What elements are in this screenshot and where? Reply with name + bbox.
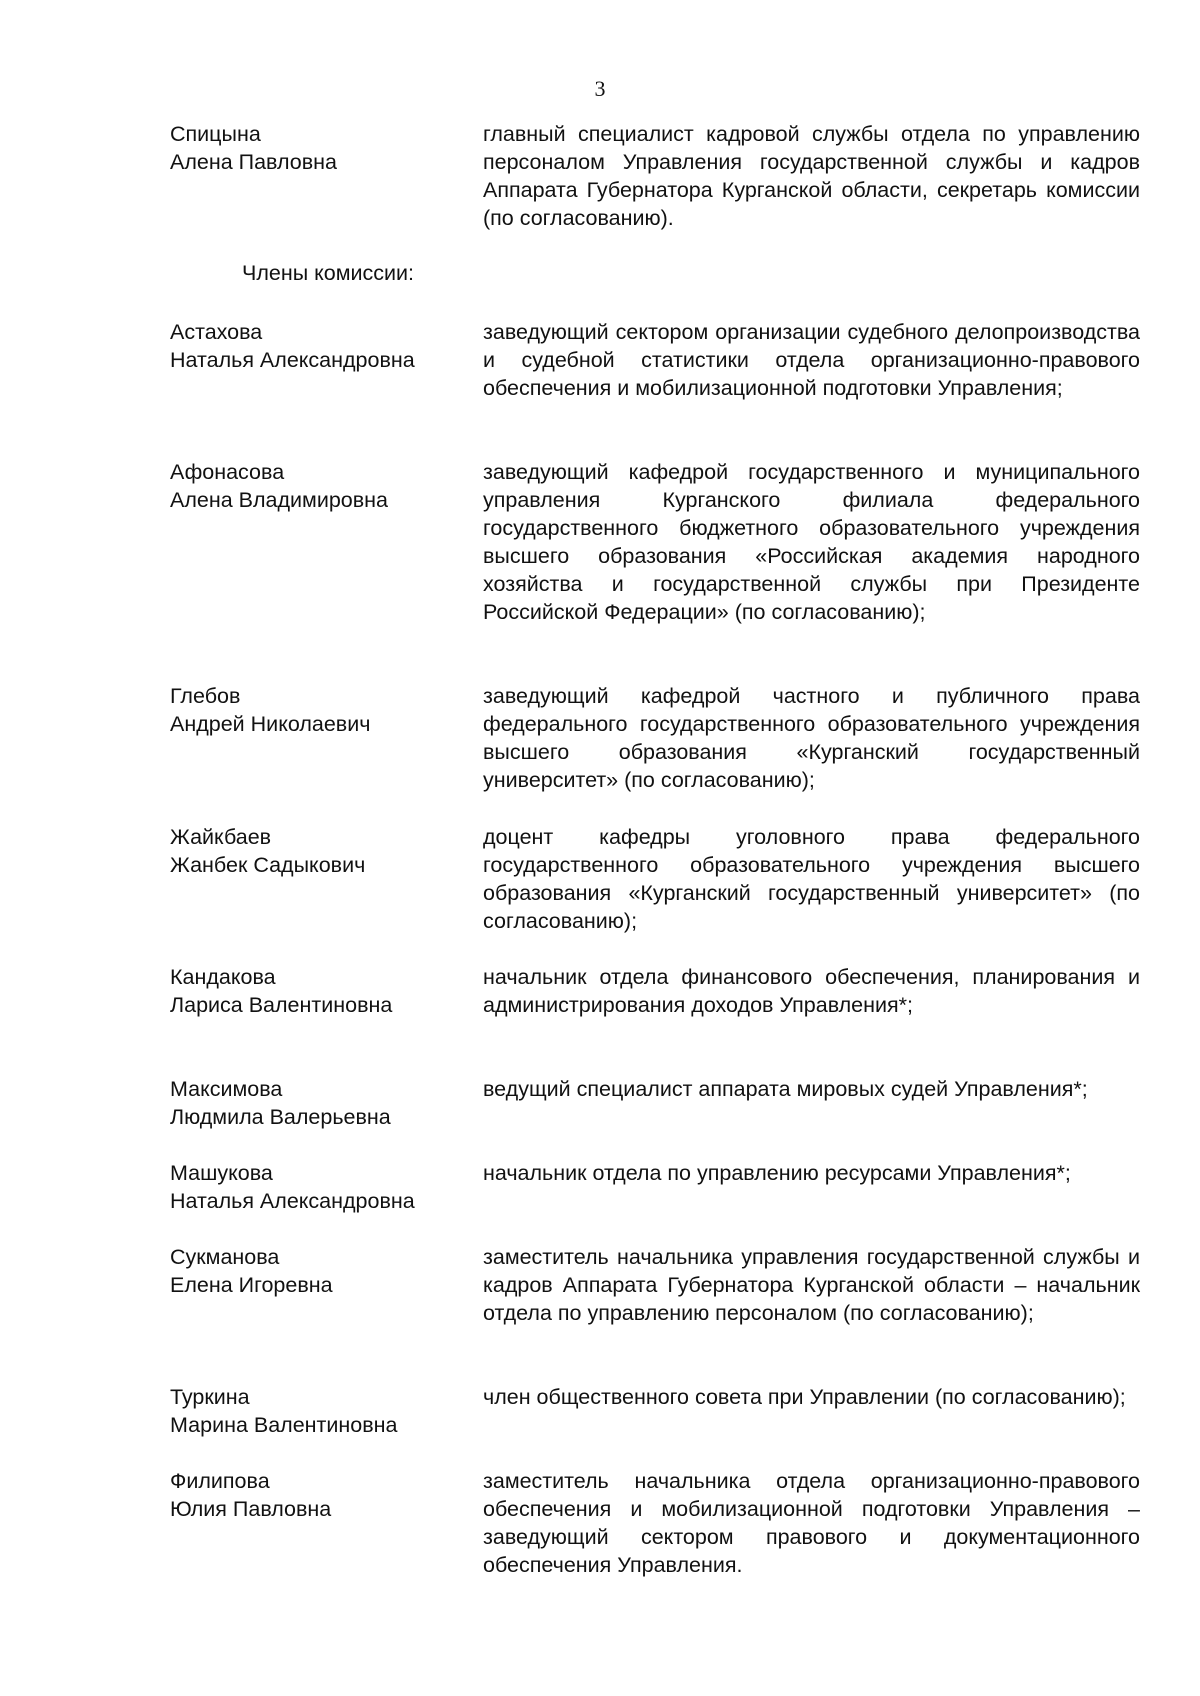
person-role: заведующий сектором организации судебного делопроизводства и судебной статистики отдела организационно-правового обеспечения и мобилизационной подготовки Управления; [483,320,1140,400]
person-role: заместитель начальника управления государственной службы и кадров Аппарата Губернатора Курганской области – начальник отдела по управлению персоналом (по согласованию); [483,1245,1140,1325]
person-name [170,963,470,1019]
person-given-names: Жанбек Садыкович [170,853,366,877]
person-given-names: Марина Валентиновна [170,1413,398,1437]
person-role: заведующий кафедрой частного и публичного права федерального государственного образовательного учреждения высшего образования «Курганский государственный университет» (по согласованию); [483,684,1140,792]
person-surname: Филипова [170,1469,270,1493]
person-surname: Афонасова [170,460,285,484]
person-surname: Сукманова [170,1245,280,1269]
person-surname: Машукова [170,1161,273,1185]
person-role: начальник отдела по управлению ресурсами Управления*; [483,1161,1071,1185]
person-role: ведущий специалист аппарата мировых судей Управления*; [483,1077,1088,1101]
person-name [170,1467,470,1523]
person-name [170,1243,470,1299]
person-given-names: Алена Павловна [170,150,337,174]
person-given-names: Алена Владимировна [170,488,389,512]
person-role: член общественного совета при Управлении (по согласованию); [483,1385,1126,1409]
person-name [170,1383,470,1439]
person-surname: Жайкбаев [170,825,272,849]
person-given-names: Юлия Павловна [170,1497,332,1521]
person-name [170,1075,470,1131]
person-surname: Туркина [170,1385,250,1409]
person-name [170,318,470,374]
person-name [170,1159,470,1215]
person-name [170,823,470,879]
person-surname: Спицына [170,122,261,146]
person-name [170,682,470,738]
person-surname: Астахова [170,320,263,344]
person-given-names: Наталья Александровна [170,1189,415,1213]
person-role: начальник отдела финансового обеспечения, планирования и администрирования доходов Управления*; [483,965,1140,1017]
members-heading: Члены комиссии: [242,261,415,285]
page-number: 3 [594,76,606,101]
person-name [170,120,470,176]
person-given-names: Лариса Валентиновна [170,993,393,1017]
person-role: главный специалист кадровой службы отдела по управлению персоналом Управления государственной службы и кадров Аппарата Губернатора Курганской области, секретарь комиссии (по согласованию). [483,122,1140,230]
person-given-names: Наталья Александровна [170,348,415,372]
person-given-names: Людмила Валерьевна [170,1105,391,1129]
person-role: заведующий кафедрой государственного и муниципального управления Курганского филиала федерального государственного бюджетного образовательного учреждения высшего образования «Российская академия народного хозяйства и государственной службы при Президенте Российской Федерации» (по согласованию); [483,460,1140,624]
person-role: доцент кафедры уголовного права федерального государственного образовательного учреждения высшего образования «Курганский государственный университет» (по согласованию); [483,825,1140,933]
person-surname: Максимова [170,1077,283,1101]
person-given-names: Елена Игоревна [170,1273,333,1297]
person-surname: Кандакова [170,965,276,989]
person-name [170,458,470,514]
person-surname: Глебов [170,684,241,708]
person-given-names: Андрей Николаевич [170,712,371,736]
person-role: заместитель начальника отдела организационно-правового обеспечения и мобилизационной подготовки Управления – заведующий сектором правового и документационного обеспечения Управления. [483,1469,1140,1577]
